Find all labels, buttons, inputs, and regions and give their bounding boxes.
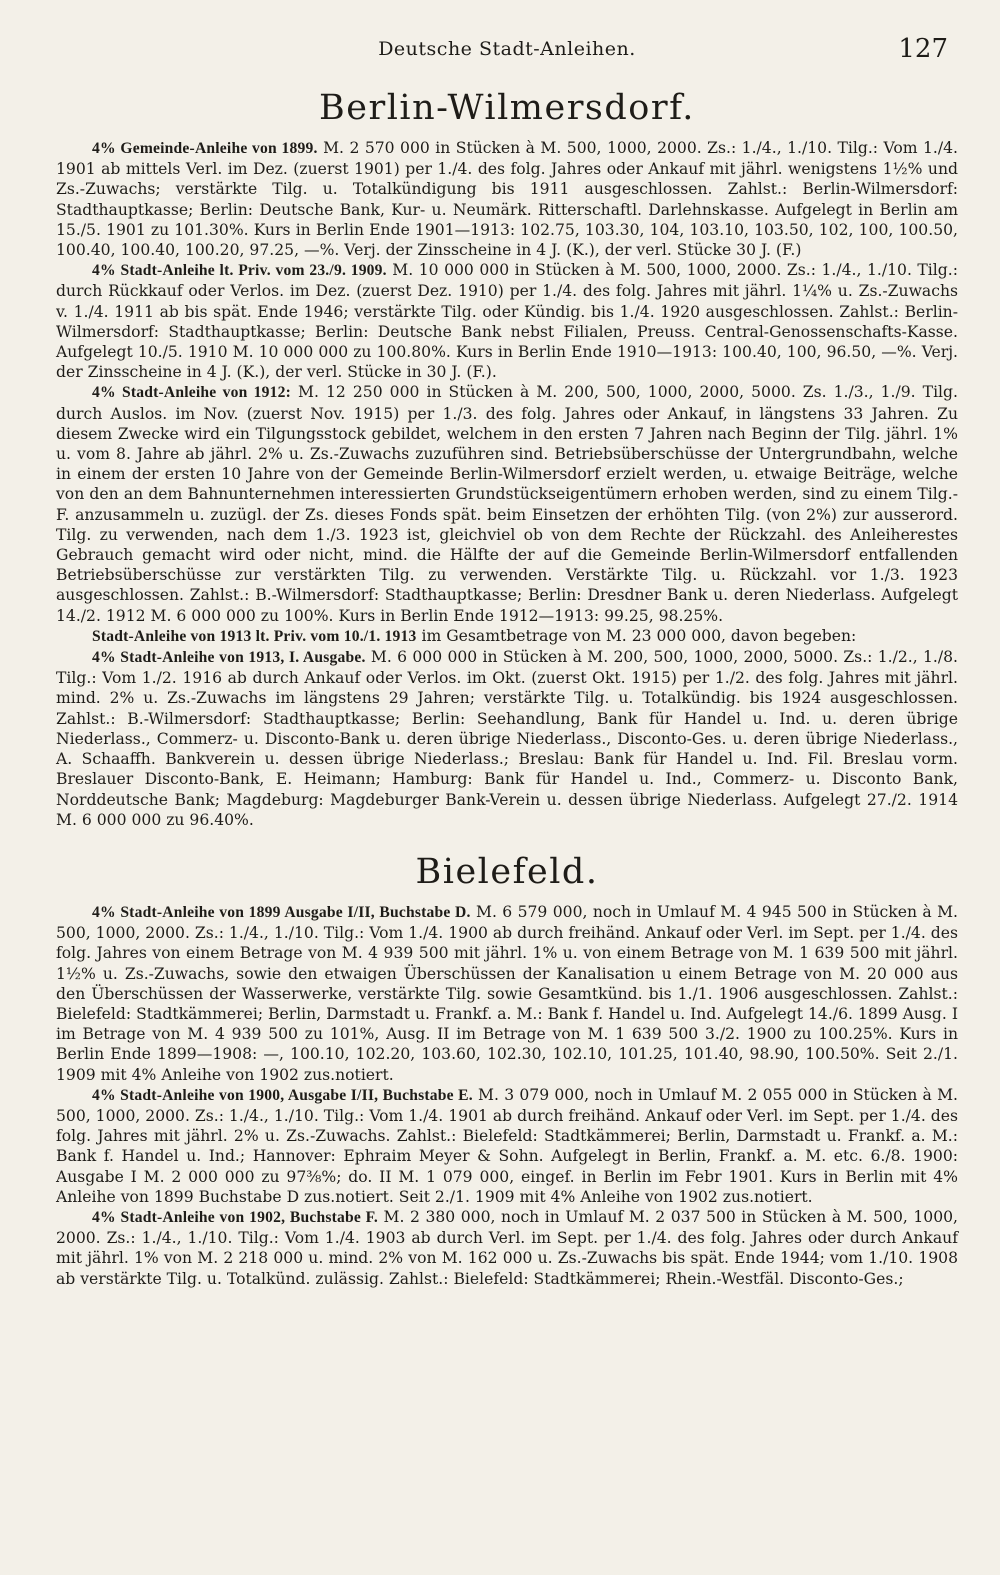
bond-entry-title: 4% Stadt-Anleihe von 1900, Ausgabe I/II, Buchstabe E. (92, 1086, 473, 1104)
bond-entry-title: 4% Stadt-Anleihe von 1902, Buchstabe F. (92, 1208, 379, 1226)
bond-entry-text: M. 6 579 000, noch in Umlauf M. 4 945 500 in Stücken à M. 500, 1000, 2000. Zs.: 1./4., 1./10. Tilg.: Vom 1./4. 1900 ab durch freihänd. Ankauf oder Verl. im Sept. per 1./4. des folg. Jahres von einem Betrage von M. 4 939 500 mit jährl. 1% u. von einem Betrage von M. 1 639 500 mit jährl. 1½% u. Zs.-Zuwachs, sowie den etwaigen Überschüssen der Kanalisation u einem Betrage von M. 20 000 aus den Überschüssen der Wasserwerke, verstärkte Tilg. sowie Gesamtkünd. bis 1./1. 1906 ausgeschlossen. Zahlst.: Bielefeld: Stadtkämmerei; Berlin, Darmstadt u. Frankf. a. M.: Bank f. Handel u. Ind. Aufgelegt 14./6. 1899 Ausg. I im Betrage von M. 4 939 500 zu 101%, Ausg. II im Betrage von M. 1 639 500 3./2. 1900 zu 100.25%. Kurs in Berlin Ende 1899—1908: —, 100.10, 102.20, 103.60, 102.30, 102.10, 101.25, 101.40, 98.90, 100.50%. Seit 2./1. 1909 mit 4% Anleihe von 1902 zus.notiert. (56, 902, 958, 1084)
running-header (56, 28, 958, 68)
section-heading-bielefeld: Bielefeld. (415, 851, 599, 892)
bond-entry-title: 4% Stadt-Anleihe von 1912: (92, 384, 291, 402)
bond-entry-title: 4% Gemeinde-Anleihe von 1899. (92, 140, 318, 157)
bond-entry-title: Stadt-Anleihe von 1913 lt. Priv. vom 10./1. 1913 (92, 627, 417, 645)
bond-entry-text: M. 6 000 000 in Stücken à M. 200, 500, 1000, 2000, 5000. Zs.: 1./2., 1./8. Tilg.: Vom 1./2. 1916 ab durch Ankauf oder Verlos. im Okt. (zuerst Okt. 1915) per 1./2. des folg. Jahres mit jährl. mind. 2% u. Zs.-Zuwachs im längstens 29 Jahren; verstärkte Tilg. u. Totalkündig. bis 1924 ausgeschlossen. Zahlst.: B.-Wilmersdorf: Stadthauptkasse; Berlin: Seehandlung, Bank für Handel u. Ind. u. deren übrige Niederlass., Commerz- u. Disconto-Bank u. deren übrige Niederlass., Disconto-Ges. u. deren übrige Niederlass., A. Schaaffh. Bankverein u. dessen übrige Niederlass.; Breslau: Bank für Handel u. Ind. Fil. Breslau vorm. Breslauer Disconto-Bank, E. Heimann; Hamburg: Bank für Handel u. Ind., Commerz- u. Disconto Bank, Norddeutsche Bank; Magdeburg: Magdeburger Bank-Verein u. dessen übrige Niederlass. Aufgelegt 27./2. 1914 M. 6 000 000 zu 96.40%. (56, 648, 958, 829)
bond-entry-title: 4% Stadt-Anleihe von 1913, I. Ausgabe. (92, 649, 366, 667)
bond-entry (56, 382, 958, 625)
section-heading-berlin-wilmersdorf: Berlin-Wilmersdorf. (319, 88, 695, 128)
bond-entry (56, 647, 958, 830)
bond-entry-text: M. 3 079 000, noch in Umlauf M. 2 055 000 in Stücken à M. 500, 1000, 2000. Zs.: 1./4., 1./10. Tilg.: Vom 1./4. 1901 ab durch freihänd. Ankauf oder Verl. im Sept. per 1./4. des folg. Jahres mit jährl. 2% u. Zs.-Zuwachs. Zahlst.: Bielefeld: Stadtkämmerei; Berlin, Darmstadt u. Frankf. a. M.: Bank f. Handel u. Ind.; Hannover: Ephraim Meyer & Sohn. Aufgelegt in Berlin, Frankf. a. M. etc. 6./8. 1900: Ausgabe I M. 2 000 000 zu 97⅜%; do. II M. 1 079 000, eingef. in Berlin im Febr 1901. Kurs in Berlin mit 4% Anleihe von 1899 Buchstabe D zus.notiert. Seit 2./1. 1909 mit 4% Anleihe von 1902 zus.notiert. (56, 1085, 959, 1206)
bond-entry-text: M. 10 000 000 in Stücken à M. 500, 1000, 2000. Zs.: 1./4., 1./10. Tilg.: durch Rückkauf oder Verlos. im Dez. (zuerst Dez. 1910) per 1./4. des folg. Jahres mit jährl. 1¼% u. Zs.-Zuwachs v. 1./4. 1911 ab bis spät. Ende 1946; verstärkte Tilg. oder Kündig. bis 1./4. 1920 ausgeschlossen. Zahlst.: Berlin-Wilmersdorf: Stadthauptkasse; Berlin: Deutsche Bank nebst Filialen, Preuss. Central-Genossenschafts-Kasse. Aufgelegt 10./5. 1910 M. 10 000 000 zu 100.80%. Kurs in Berlin Ende 1910—1913: 100.40, 100, 96.50, —%. Verj. der Zinsscheine in 4 J. (K.), der verl. Stücke in 30 J. (F.). (56, 261, 958, 382)
bond-entry (56, 902, 958, 1085)
bond-entry-text: M. 2 570 000 in Stücken à M. 500, 1000, 2000. Zs.: 1./4., 1./10. Tilg.: Vom 1./4. 1901 ab mittels Verl. im Dez. (zuerst 1901) per 1./4. des folg. Jahres oder Ankauf mit jährl. wenigstens 1½% und Zs.-Zuwachs; verstärkte Tilg. u. Totalkündigung bis 1911 ausgeschlossen. Zahlst.: Berlin-Wilmersdorf: Stadthauptkasse; Berlin: Deutsche Bank, Kur- u. Neumärk. Ritterschaftl. Darlehnskasse. Aufgelegt in Berlin am 15./5. 1901 zu 101.30%. Kurs in Berlin Ende 1901—1913: 102.75, 103.30, 104, 103.10, 103.50, 102, 100, 100.50, 100.40, 100.40, 100.20, 97.25, —%. Verj. der Zinsscheine in 4 J. (K.), der verl. Stücke 30 J. (F.) (56, 139, 958, 260)
bond-entry-title: 4% Stadt-Anleihe von 1899 Ausgabe I/II, Buchstabe D. (92, 903, 471, 921)
bond-entry-title: 4% Stadt-Anleihe lt. Priv. vom 23./9. 1909. (92, 262, 387, 280)
bond-entry-text: M. 2 380 000, noch in Umlauf M. 2 037 500 in Stücken à M. 500, 1000, 2000. Zs.: 1./4., 1./10. Tilg.: Vom 1./4. 1903 ab durch Verl. im Sept. per 1./4. des folg. Jahres oder durch Ankauf mit jährl. 1% von M. 2 218 000 u. mind. 2% von M. 162 000 u. Zs.-Zuwachs bis spät. Ende 1944; vom 1./10. 1908 ab verstärkte Tilg. u. Totalkünd. zulässig. Zahlst.: Bielefeld: Stadtkämmerei; Rhein.-Westfäl. Disconto-Ges.; (56, 1207, 958, 1288)
bond-entry (56, 260, 958, 382)
bond-entry-text: M. 12 250 000 in Stücken à M. 200, 500, 1000, 2000, 5000. Zs. 1./3., 1./9. Tilg. durch Auslos. im Nov. (zuerst Nov. 1915) per 1./3. des folg. Jahres oder Ankauf, in längstens 33 Jahren. Zu diesem Zwecke wird ein Tilgungsstock gebildet, welchem in den ersten 7 Jahren nach Beginn der Tilg. jährl. 1% u. vom 8. Jahre ab jährl. 2% u. Zs.-Zuwachs zuzuführen sind. Betriebsüberschüsse der Untergrundbahn, welche in einem der ersten 10 Jahre von der Gemeinde Berlin-Wilmersdorf erzielt werden, u. etwaige Beiträge, welche von den an dem Bahnunternehmen interessierten Grundstückseigentümern erhoben werden, sind zu einem Tilg.-F. anzusammeln u. zuzügl. der Zs. dieses Fonds spät. beim Einsetzen der erhöhten Tilg. (von 2%) zur ausserord. Tilg. zu verwenden, nach dem 1./3. 1923 ist, gleichviel ob von dem Rechte der Rückzahl. des Anleiherestes Gebrauch gemacht wird oder nicht, mind. die Hälfte der auf die Gemeinde Berlin-Wilmersdorf entfallenden Betriebsüberschüsse zur verstärkten Tilg. zu verwenden. Verstärkte Tilg. u. Rückzahl. vor 1./3. 1923 ausgeschlossen. Zahlst.: B.-Wilmersdorf: Stadthauptkasse; Berlin: Dresdner Bank u. deren Niederlass. Aufgelegt 14./2. 1912 M. 6 000 000 zu 100%. Kurs in Berlin Ende 1912—1913: 99.25, 98.25%. (56, 383, 958, 625)
bond-entry (56, 1085, 958, 1207)
bond-entry (56, 626, 958, 647)
page-number: 127 (898, 34, 948, 64)
bond-entry (56, 138, 958, 260)
running-title: Deutsche Stadt-Anleihen. (378, 38, 636, 60)
bond-entry-text: im Gesamtbetrage von M. 23 000 000, davon begeben: (416, 626, 857, 645)
bond-entry (56, 1207, 958, 1289)
